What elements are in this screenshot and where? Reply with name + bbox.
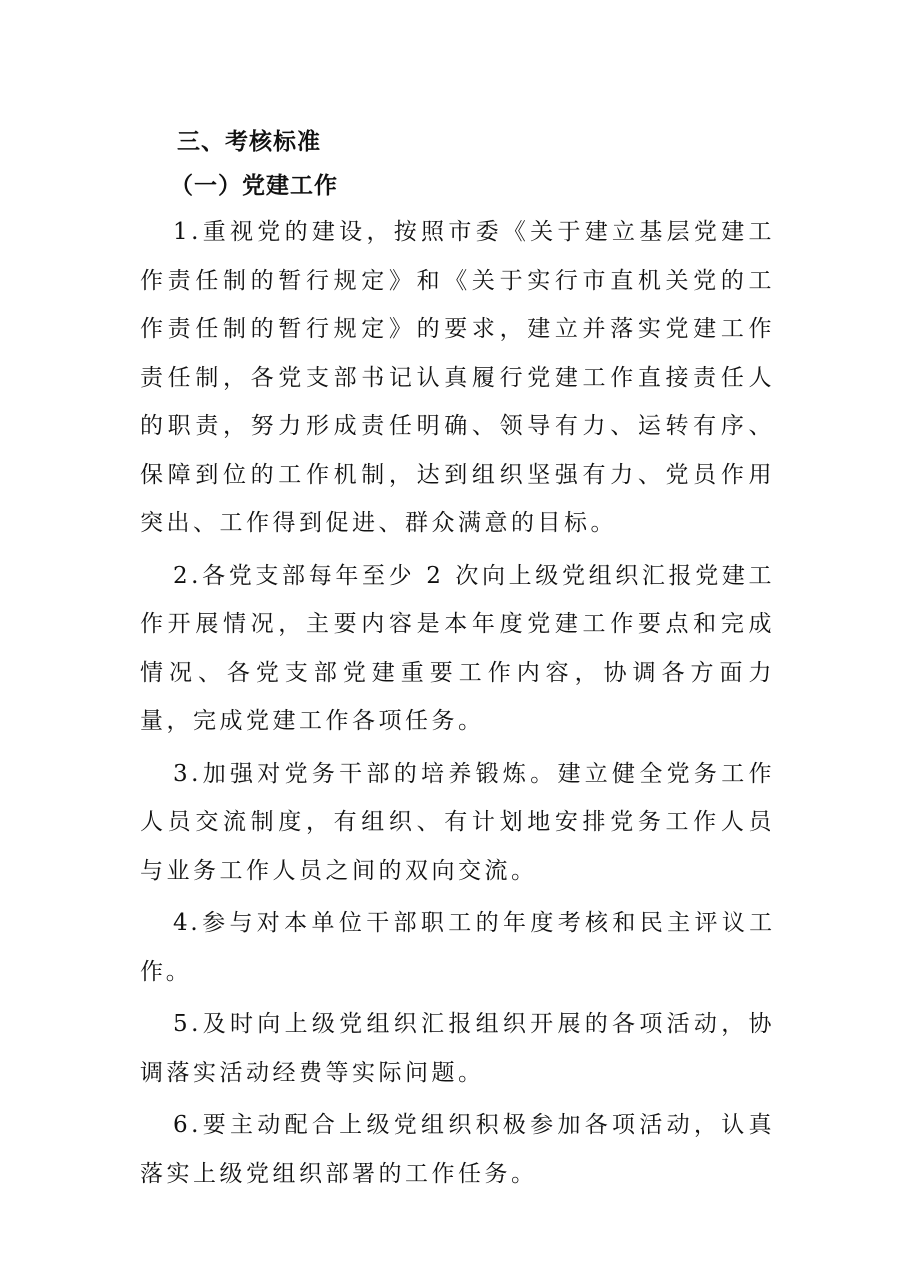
paragraph-3: 3.加强对党务干部的培养锻炼。建立健全党务工作人员交流制度，有组织、有计划地安排党务工作人员与业务工作人员之间的双向交流。 [140, 760, 775, 884]
section-heading: 三、考核标准 [177, 129, 321, 155]
paragraph-1: 1.重视党的建设，按照市委《关于建立基层党建工作责任制的暂行规定》和《关于实行市直机关党的工作责任制的暂行规定》的要求，建立并落实党建工作责任制，各党支部书记认真履行党建工作直接责任人的职责，努力形成责任明确、领导有力、运转有序、保障到位的工作机制，达到组织坚强有力、党员作用突出、工作得到促进、群众满意的目标。 [140, 219, 775, 536]
paragraph-2: 2.各党支部每年至少 2 次向上级党组织汇报党建工作开展情况，主要内容是本年度党建工作要点和完成情况、各党支部党建重要工作内容，协调各方面力量，完成党建工作各项任务。 [140, 562, 775, 734]
paragraph-5: 5.及时向上级党组织汇报组织开展的各项活动，协调落实活动经费等实际问题。 [140, 1011, 775, 1086]
document-body [140, 120, 775, 1202]
paragraph-6: 6.要主动配合上级党组织积极参加各项活动，认真落实上级党组织部署的工作任务。 [140, 1112, 775, 1187]
paragraph-4: 4.参与对本单位干部职工的年度考核和民主评议工作。 [140, 910, 775, 985]
subsection-heading: （一）党建工作 [170, 173, 338, 199]
